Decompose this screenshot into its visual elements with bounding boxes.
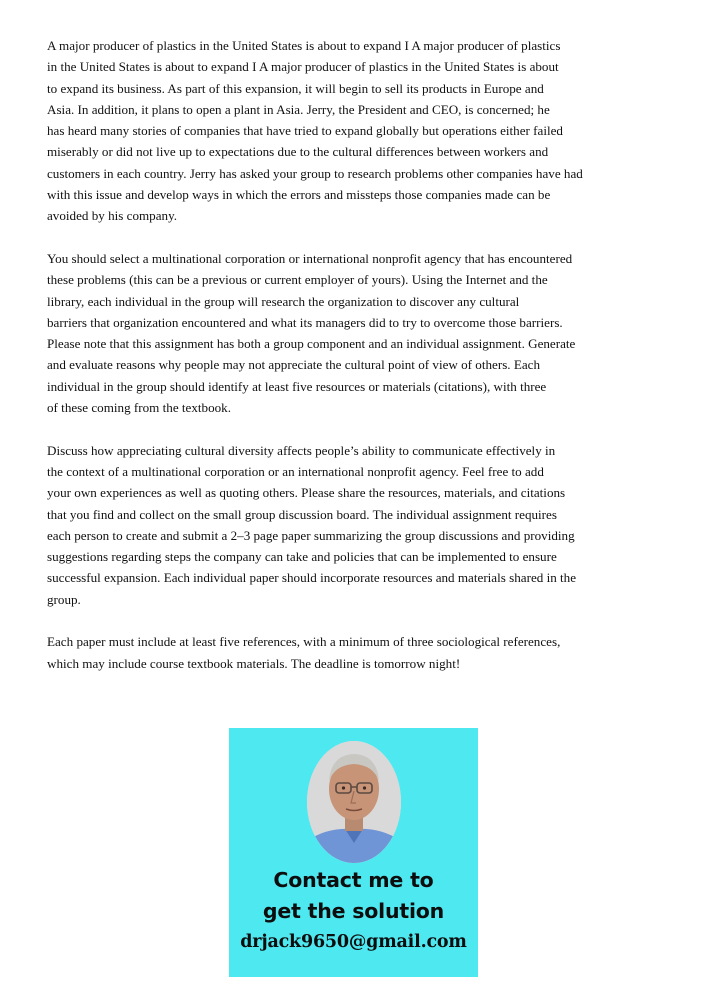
document-body bbox=[47, 35, 647, 695]
text-line: A major producer of plastics in the United States is about to expand I A major producer of plastics bbox=[47, 38, 561, 53]
text-line: in the United States is about to expand I A major producer of plastics in the United States is about bbox=[47, 59, 559, 75]
text-line: successful expansion. Each individual paper should incorporate resources and materials shared in the bbox=[47, 570, 577, 586]
text-line: Discuss how appreciating cultural diversity affects people’s ability to communicate effectively in bbox=[47, 442, 556, 458]
text-line: Please note that this assignment has both a group component and an individual assignment. Generate bbox=[47, 336, 576, 352]
text-line: with this issue and develop ways in which the errors and missteps those companies made can be bbox=[47, 187, 551, 203]
contact-email[interactable]: drjack9650@gmail.com bbox=[240, 932, 467, 952]
text-line: Each paper must include at least five references, with a minimum of three sociological references, bbox=[47, 634, 561, 650]
text-line: Asia. In addition, it plans to open a plant in Asia. Jerry, the President and CEO, is concerned; he bbox=[47, 101, 550, 117]
text-line: You should select a multinational corporation or international nonprofit agency that has encountered bbox=[47, 250, 573, 266]
text-line: miserably or did not live up to expectations due to the cultural differences between workers and bbox=[47, 144, 549, 160]
paragraph-discussion bbox=[47, 440, 647, 610]
text-line: library, each individual in the group will research the organization to discover any cultural bbox=[47, 293, 520, 309]
person-portrait-icon bbox=[307, 741, 401, 863]
text-line: these problems (this can be a previous or current employer of yours). Using the Internet and the bbox=[47, 272, 548, 288]
text-line: of these coming from the textbook. bbox=[47, 400, 231, 416]
text-line: your own experiences as well as quoting others. Please share the resources, materials, and citations bbox=[47, 485, 566, 501]
paragraph-assignment bbox=[47, 248, 647, 418]
text-line: that you find and collect on the small group discussion board. The individual assignment requires bbox=[47, 506, 557, 522]
text-line: group. bbox=[47, 591, 81, 607]
text-line: the context of a multinational corporation or an international nonprofit agency. Feel free to add bbox=[47, 463, 544, 479]
text-line: and evaluate reasons why people may not appreciate the cultural point of view of others. Each bbox=[47, 357, 541, 373]
text-line: has heard many stories of companies that have tried to expand globally but operations either failed bbox=[47, 123, 563, 139]
contact-cta-line-1: Contact me to bbox=[273, 868, 434, 892]
paragraph-intro bbox=[47, 35, 647, 227]
contact-advertisement[interactable] bbox=[229, 728, 478, 977]
text-line: barriers that organization encountered and what its managers did to try to overcome those barriers. bbox=[47, 314, 563, 330]
text-line: avoided by his company. bbox=[47, 208, 178, 224]
text-line: suggestions regarding steps the company can take and policies that can be implemented to ensure bbox=[47, 549, 557, 565]
portrait-photo bbox=[307, 741, 401, 863]
text-line: each person to create and submit a 2–3 page paper summarizing the group discussions and providing bbox=[47, 527, 575, 543]
text-line: customers in each country. Jerry has asked your group to research problems other companies have had bbox=[47, 165, 583, 181]
text-line: individual in the group should identify at least five resources or materials (citations), with three bbox=[47, 378, 547, 394]
contact-cta-line-2: get the solution bbox=[262, 899, 445, 923]
text-line: which may include course textbook materials. The deadline is tomorrow night! bbox=[47, 655, 461, 671]
paragraph-requirements bbox=[47, 631, 647, 674]
text-line: to expand its business. As part of this expansion, it will begin to sell its products in Europe and bbox=[47, 80, 544, 96]
